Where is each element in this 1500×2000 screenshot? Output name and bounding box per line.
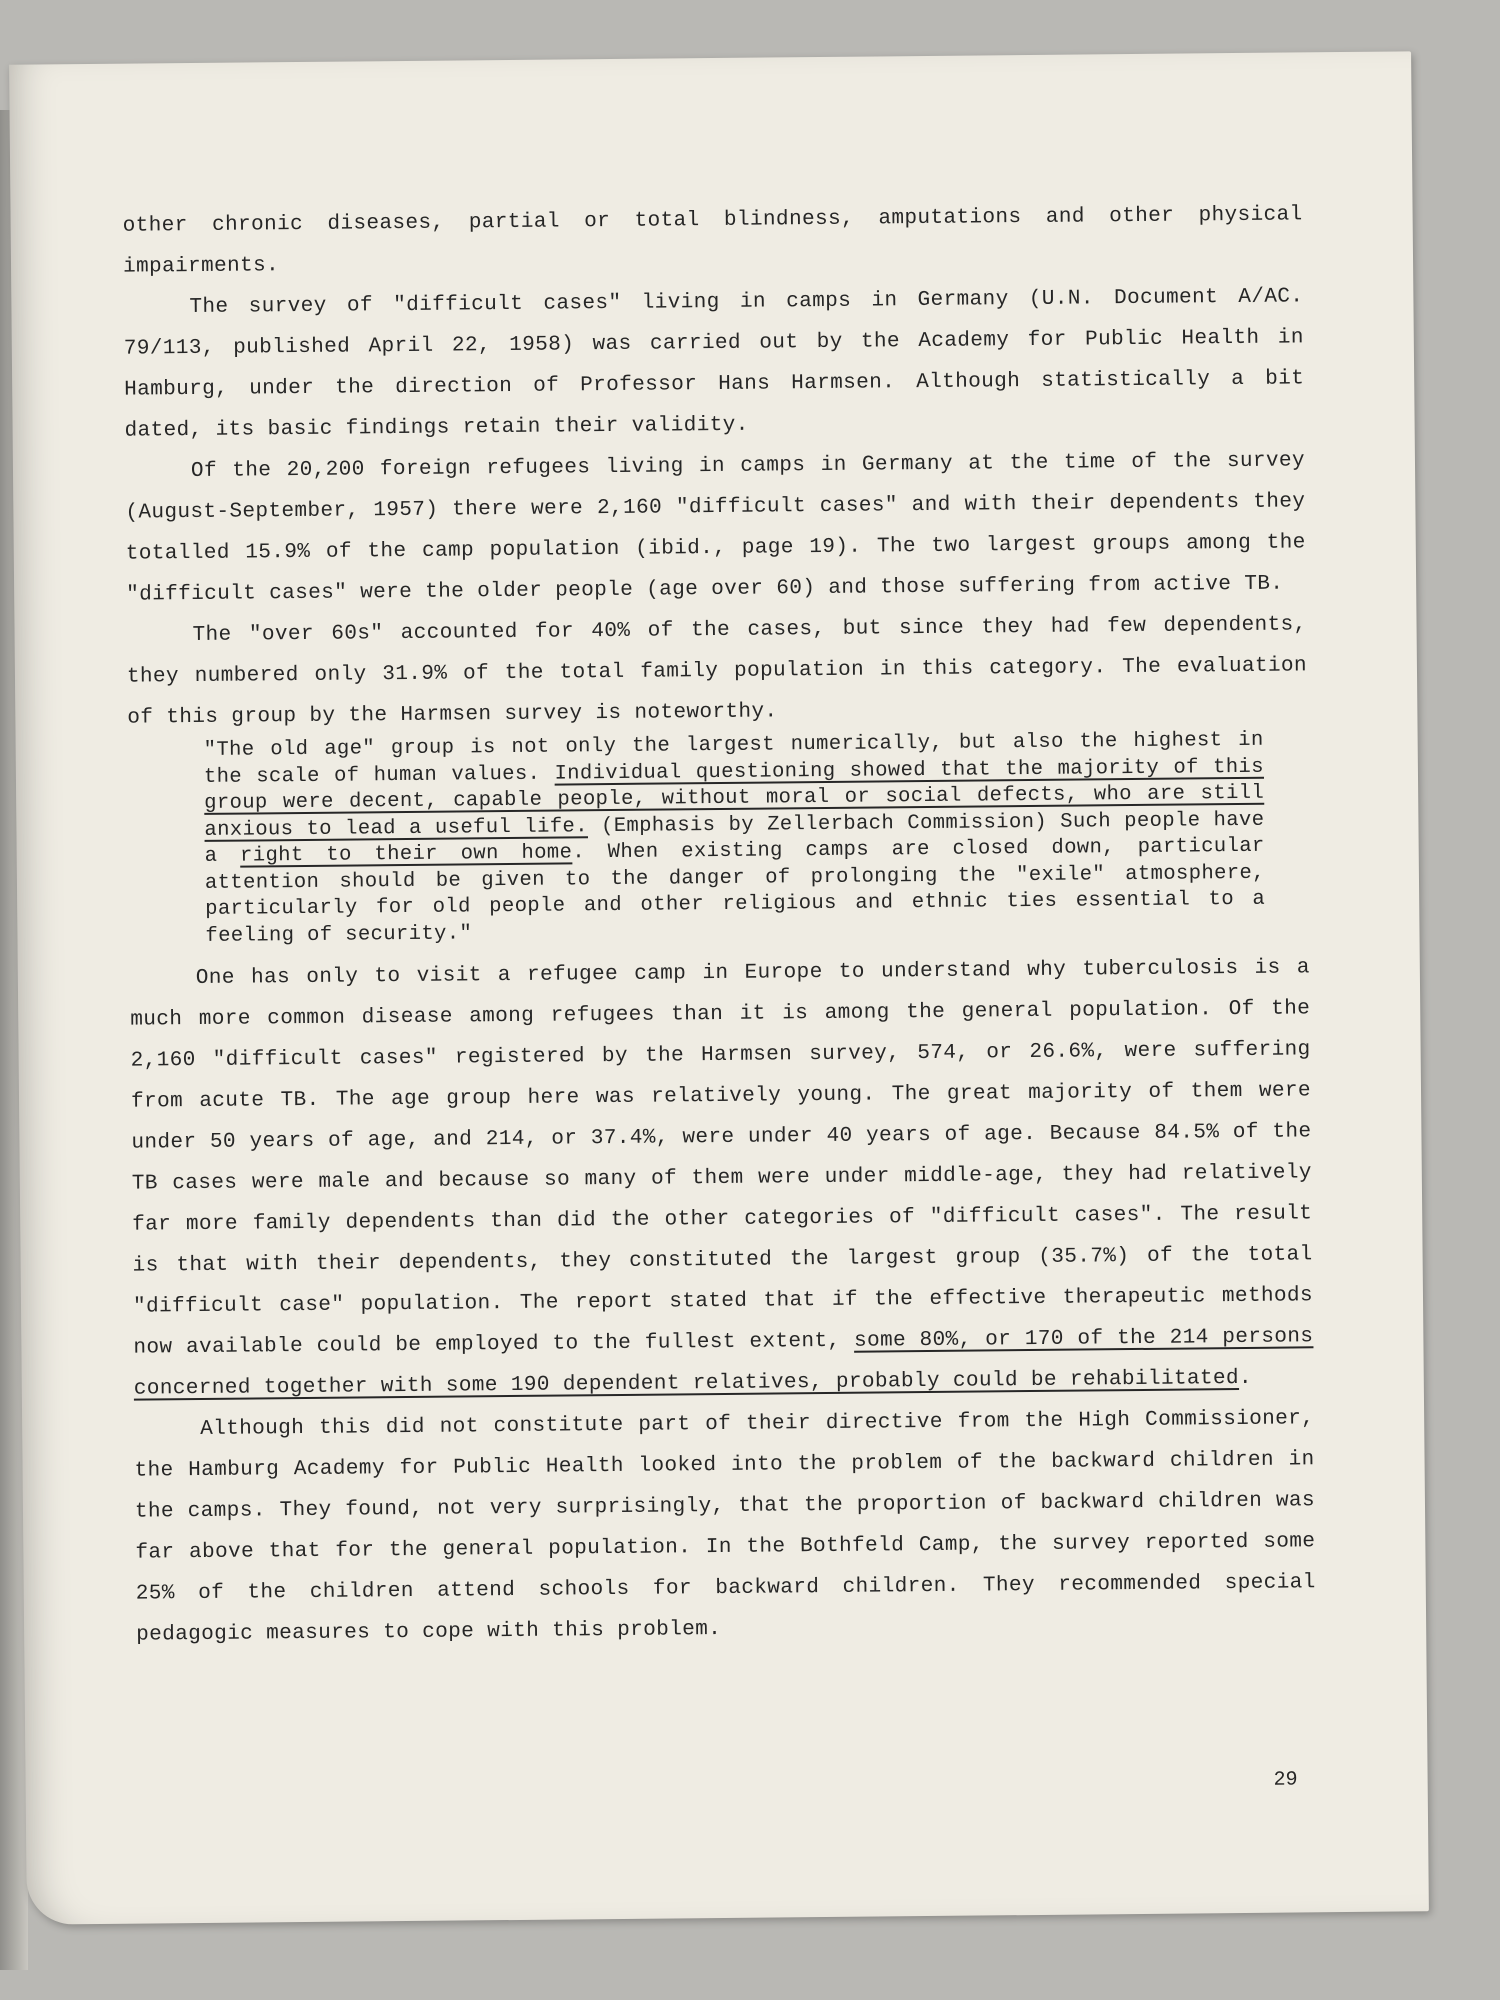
quote-text-2: (Emphasis by Zellerbach Commission) Such people have a bbox=[204, 808, 1265, 868]
paragraph-3: Of the 20,200 foreign refugees living in camps in Germany at the time of the survey (August-September, 1957) there were 2,160 "difficult cases" and with their dependents they totalled 15.9% of the camp population (ibid., page 19). The two largest groups among the "difficult cases" were the older people (age over 60) and those suffering from active TB. bbox=[125, 449, 1306, 607]
paragraph-5-text-2: . bbox=[1238, 1366, 1253, 1391]
paragraph-5-text-1: One has only to visit a refugee camp in Europe to understand why tuberculosis is a much more common disease among refugees than it is among the general population. Of the 2,160 "difficult cases" registered by the Harmsen survey, 574, or 26.6%, were suffering from acute TB. The age group here was relatively young. The great majority of them were under 50 years of age, and 214, or 37.4%, were under 40 years of age. Because 84.5% of the TB cases were male and because so many of them were under middle-age, they had relatively far more family dependents than did the other categories of "difficult cases". The result is that with their dependents, they constituted the largest group (35.7%) of the total "difficult case" population. The report stated that if the effective therapeutic methods now available could be employed to the fullest extent, bbox=[130, 956, 1314, 1360]
paragraph-6: Although this did not constitute part of their directive from the High Commissioner, the Hamburg Academy for Public Health looked into the problem of the backward children in the camps. They found, not very surprisingly, that the proportion of backward children was far above that for the general population. In the Bothfeld Camp, the survey reported some 25% of the children attend schools for backward children. They recommended special pedagogic measures to cope with this problem. bbox=[134, 1407, 1316, 1647]
quote-text-1: "The old age" group is not only the largest numerically, but also the highest in the scale of human values. bbox=[203, 728, 1264, 789]
paragraph-2: The survey of "difficult cases" living in camps in Germany (U.N. Document A/AC. 79/113, published April 22, 1958) was carried out by the Academy for Public Health in Hamburg, under the direction of Professor Hans Harmsen. Although statistically a bit dated, its basic findings retain their validity. bbox=[123, 285, 1305, 443]
block-quote bbox=[204, 728, 1266, 950]
page-number: 29 bbox=[1273, 1768, 1298, 1792]
paragraph-4: The "over 60s" accounted for 40% of the cases, but since they had few dependents, they numbered only 31.9% of the total family population in this category. The evaluation of this group by the Harmsen survey is noteworthy. bbox=[126, 613, 1308, 730]
paragraph-5-underlined: some 80%, or 170 of the 214 persons concerned together with some 190 dependent relatives, probably could be rehabilitated bbox=[133, 1325, 1314, 1401]
quote-underlined-emphasis: Individual questioning showed that the majority of this group were decent, capable people, without moral or social defects, who are still anxious to lead a useful life. bbox=[204, 755, 1265, 842]
body-text bbox=[122, 194, 1316, 1655]
paragraph-1: other chronic diseases, partial or total blindness, amputations and other physical impairments. bbox=[122, 203, 1303, 279]
paragraph-5 bbox=[130, 947, 1314, 1409]
quote-text-3: . When existing camps are closed down, particular attention should be given to the danger of prolonging the "exile" atmosphere, particularly for old people and other religious and ethnic ties essential to a feeling of security." bbox=[204, 834, 1266, 948]
quote-underlined-home: right to their own home bbox=[240, 841, 573, 868]
document-page bbox=[9, 51, 1429, 1924]
